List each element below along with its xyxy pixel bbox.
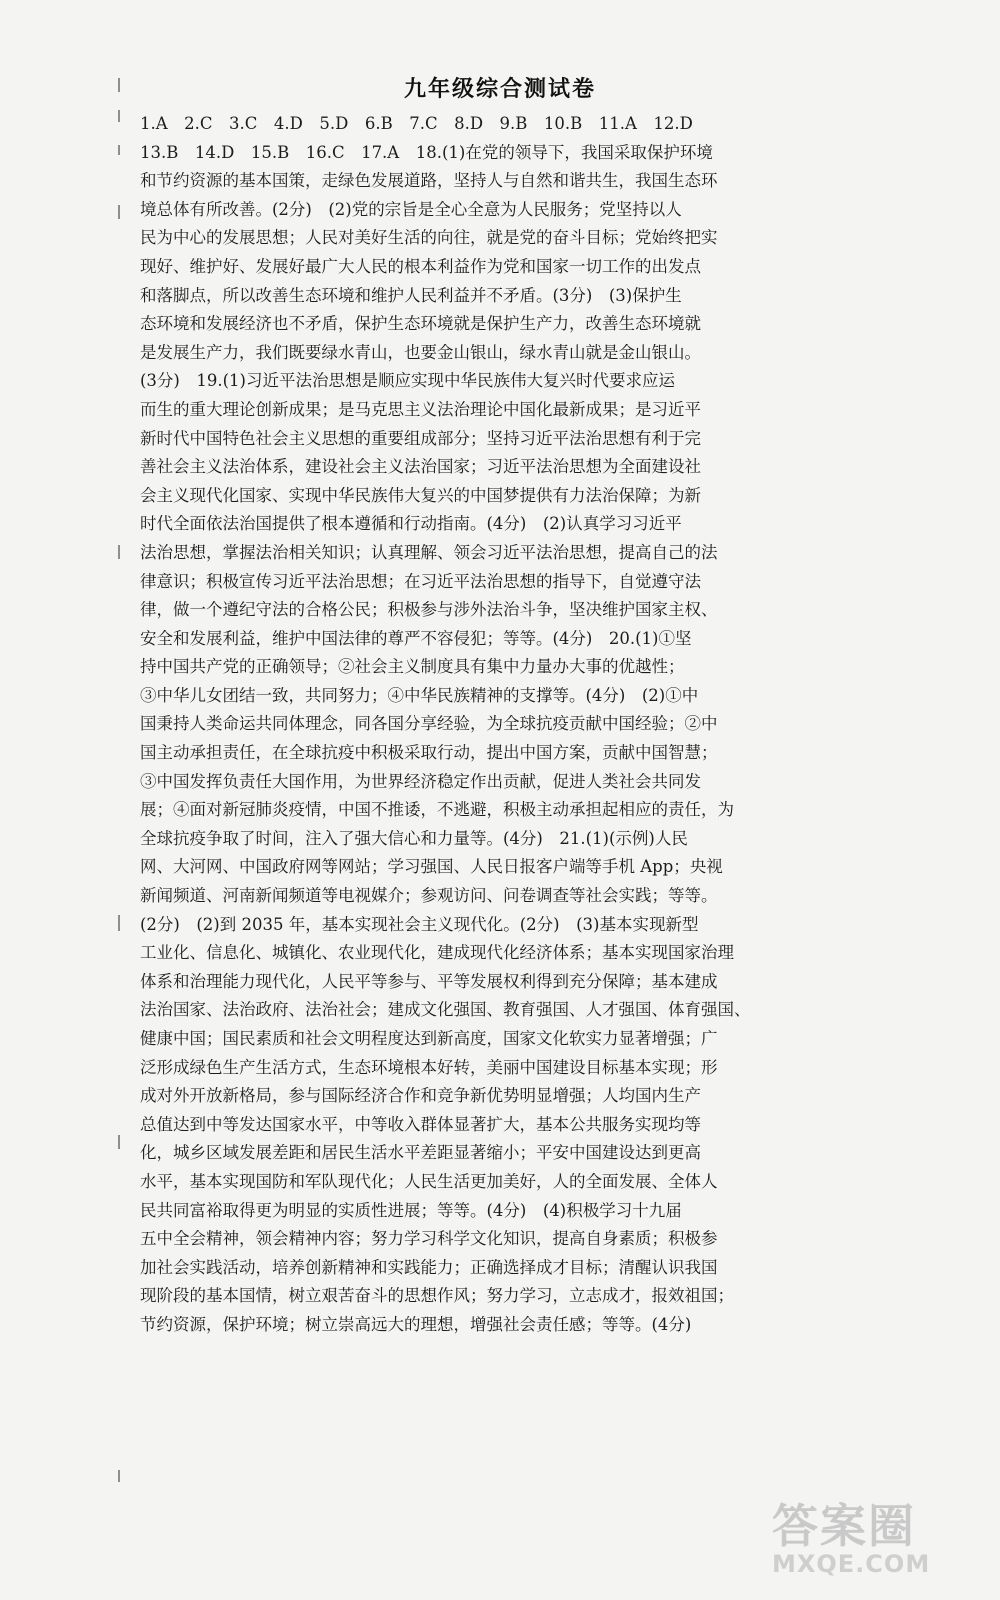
text-line: 总值达到中等发达国家水平，中等收入群体显著扩大，基本公共服务实现均等 xyxy=(140,1114,701,1134)
text-line: 律意识；积极宣传习近平法治思想；在习近平法治思想的指导下，自觉遵守法 xyxy=(140,571,701,591)
page-title: 九年级综合测试卷 xyxy=(403,77,596,102)
text-line: 法治国家、法治政府、法治社会；建成文化强国、教育强国、人才强国、体育强国、 xyxy=(140,1000,751,1020)
text-line: (3分) 19.(1)习近平法治思想是顺应实现中华民族伟大复兴时代要求应运 xyxy=(140,371,675,391)
text-line: 现好、维护好、发展好最广大人民的根本利益作为党和国家一切工作的出发点 xyxy=(140,256,701,276)
text-line: ③中华儿女团结一致，共同努力；④中华民族精神的支撑等。(4分) (2)①中 xyxy=(140,685,699,705)
text-line: 工业化、信息化、城镇化、农业现代化，建成现代化经济体系；基本实现国家治理 xyxy=(140,943,734,963)
text-line: 泛形成绿色生产生活方式，生态环境根本好转，美丽中国建设目标基本实现；形 xyxy=(140,1057,718,1077)
watermark-logo: 答案圈 xyxy=(772,1499,916,1553)
text-line: 成对外开放新格局，参与国际经济合作和竞争新优势明显增强；人均国内生产 xyxy=(140,1086,701,1106)
text-line: 时代全面依法治国提供了根本遵循和行动指南。(4分) (2)认真学习习近平 xyxy=(140,514,682,534)
text-line: 和落脚点，所以改善生态环境和维护人民利益并不矛盾。(3分) (3)保护生 xyxy=(140,285,682,305)
text-line: 节约资源，保护环境；树立崇高远大的理想，增强社会责任感；等等。(4分) xyxy=(140,1314,692,1334)
text-line: 会主义现代化国家、实现中华民族伟大复兴的中国梦提供有力法治保障；为新 xyxy=(140,485,701,505)
text-line: 网、大河网、中国政府网等网站；学习强国、人民日报客户端等手机 App；央视 xyxy=(140,857,723,877)
text-line: 而生的重大理论创新成果；是马克思主义法治理论中国化最新成果；是习近平 xyxy=(140,399,701,419)
text-line: 现阶段的基本国情，树立艰苦奋斗的思想作风；努力学习，立志成才，报效祖国； xyxy=(140,1286,734,1306)
text-line: 境总体有所改善。(2分) (2)党的宗旨是全心全意为人民服务；党坚持以人 xyxy=(140,199,682,219)
text-line: 安全和发展利益，维护中国法律的尊严不容侵犯；等等。(4分) 20.(1)①坚 xyxy=(140,628,692,648)
text-line: 善社会主义法治体系，建设社会主义法治国家；习近平法治思想为全面建设社 xyxy=(140,457,701,477)
text-line: 化，城乡区域发展差距和居民生活水平差距显著缩小；平安中国建设达到更高 xyxy=(140,1143,701,1163)
watermark xyxy=(772,1490,982,1578)
text-line: (2分) (2)到 2035 年，基本实现社会主义现代化。(2分) (3)基本实现新型 xyxy=(140,914,699,934)
text-line: 民共同富裕取得更为明显的实质性进展；等等。(4分) (4)积极学习十九届 xyxy=(140,1200,682,1220)
text-line: 健康中国；国民素质和社会文明程度达到新高度，国家文化软实力显著增强；广 xyxy=(140,1029,718,1048)
text-line: 水平，基本实现国防和军队现代化；人民生活更加美好，人的全面发展、全体人 xyxy=(140,1171,718,1191)
text-line: 国秉持人类命运共同体理念，同各国分享经验，为全球抗疫贡献中国经验；②中 xyxy=(140,714,718,734)
text-line: 持中国共产党的正确领导；②社会主义制度具有集中力量办大事的优越性； xyxy=(140,657,685,677)
text-line: 民为中心的发展思想；人民对美好生活的向往，就是党的奋斗目标；党始终把实 xyxy=(140,228,718,248)
text-line: 法治思想，掌握法治相关知识；认真理解、领会习近平法治思想，提高自己的法 xyxy=(140,542,718,562)
text-line: 全球抗疫争取了时间，注入了强大信心和力量等。(4分) 21.(1)(示例)人民 xyxy=(140,828,688,848)
text-line: 加社会实践活动，培养创新精神和实践能力；正确选择成才目标；清醒认识我国 xyxy=(140,1257,718,1277)
text-line: 律，做一个遵纪守法的合格公民；积极参与涉外法治斗争，坚决维护国家主权、 xyxy=(140,600,718,620)
text-line: 1.A 2.C 3.C 4.D 5.D 6.B 7.C 8.D 9.B 10.B 11.A 12.D xyxy=(140,114,693,133)
watermark-domain: MXQE.COM xyxy=(772,1550,931,1578)
text-line: 态环境和发展经济也不矛盾，保护生态环境就是保护生产力，改善生态环境就 xyxy=(140,314,701,334)
text-line: 五中全会精神，领会精神内容；努力学习科学文化知识，提高自身素质；积极参 xyxy=(140,1229,718,1249)
text-line: 新闻频道、河南新闻频道等电视媒介；参观访问、问卷调查等社会实践；等等。 xyxy=(140,886,718,906)
text-line: 13.B 14.D 15.B 16.C 17.A 18.(1)在党的领导下，我国采取保护环境 xyxy=(140,142,713,162)
text-line: ③中国发挥负责任大国作用，为世界经济稳定作出贡献，促进人类社会共同发 xyxy=(140,771,701,791)
text-line: 和节约资源的基本国策，走绿色发展道路，坚持人与自然和谐共生，我国生态环 xyxy=(140,171,718,191)
text-line: 展；④面对新冠肺炎疫情，中国不推诿，不逃避，积极主动承担起相应的责任，为 xyxy=(140,800,734,820)
answer-text-body xyxy=(140,110,850,1340)
text-line: 新时代中国特色社会主义思想的重要组成部分；坚持习近平法治思想有利于完 xyxy=(140,428,701,448)
text-line: 体系和治理能力现代化，人民平等参与、平等发展权利得到充分保障；基本建成 xyxy=(140,971,718,991)
text-line: 是发展生产力，我们既要绿水青山，也要金山银山，绿水青山就是金山银山。 xyxy=(140,342,701,362)
text-line: 国主动承担责任，在全球抗疫中积极采取行动，提出中国方案，贡献中国智慧； xyxy=(140,743,718,763)
